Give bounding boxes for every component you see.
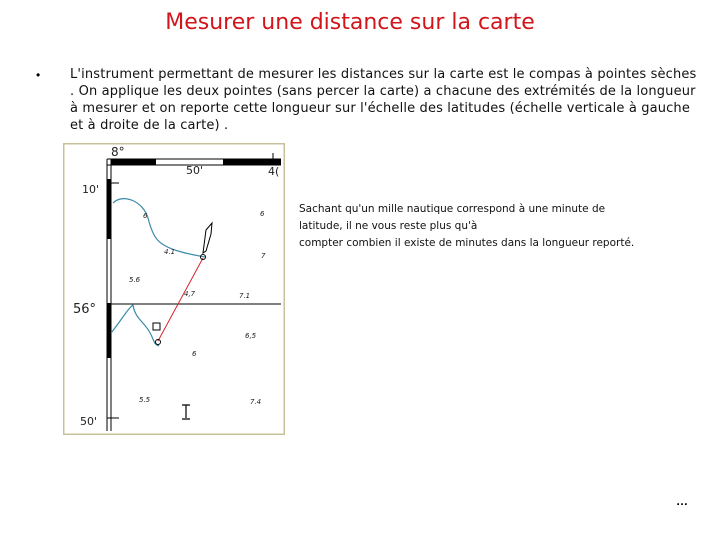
sounding-label: 4.1: [164, 248, 176, 256]
sounding-label: 7.1: [239, 292, 251, 300]
page-title: Mesurer une distance sur la carte: [165, 10, 535, 35]
side-note-line: latitude, il ne vous reste plus qu'à: [299, 220, 478, 232]
latitude-scale-band: [107, 179, 111, 239]
side-note-line: compter combien il existe de minutes dans la longueur reporté.: [299, 237, 635, 249]
paragraph-line: à mesurer et on reporte cette longueur sur l'échelle des latitudes (échelle verticale à gauche: [70, 101, 690, 116]
latitude-scale-band: [107, 303, 111, 358]
latitude-label: 56°: [73, 302, 97, 317]
paragraph-line: . On applique les deux pointes (sans percer la carte) a chacune des extrémités de la longueur: [70, 84, 696, 99]
instruction-paragraph: [70, 66, 697, 134]
sounding-label: 5.5: [139, 396, 151, 404]
sounding-label: 6: [260, 210, 265, 218]
bullet-point: •: [36, 68, 41, 82]
sounding-label: 7.4: [250, 398, 262, 406]
sounding-label: 4,7: [184, 290, 196, 298]
side-note-line: Sachant qu'un mille nautique correspond à une minute de: [299, 203, 606, 215]
paragraph-line: L'instrument permettant de mesurer les distances sur la carte est le compas à pointes sèches: [70, 67, 697, 82]
latitude-label: 50': [80, 415, 98, 428]
longitude-label-mid: 50': [186, 164, 204, 177]
sounding-label: 6: [143, 212, 148, 220]
sounding-label: 6: [192, 350, 197, 358]
longitude-scale-band: [111, 159, 156, 165]
nautical-chart-figure: [63, 143, 285, 435]
sounding-label: 5.6: [129, 276, 141, 284]
longitude-label-left: 8°: [111, 145, 125, 159]
paragraph-line: et à droite de la carte) .: [70, 118, 229, 133]
sounding-label: 7: [261, 252, 266, 260]
continuation-ellipsis: …: [676, 494, 688, 508]
latitude-label: 10': [82, 183, 100, 196]
side-note: [299, 201, 679, 252]
sounding-label: 6,5: [245, 332, 257, 340]
longitude-label-right: 4(: [268, 165, 280, 178]
